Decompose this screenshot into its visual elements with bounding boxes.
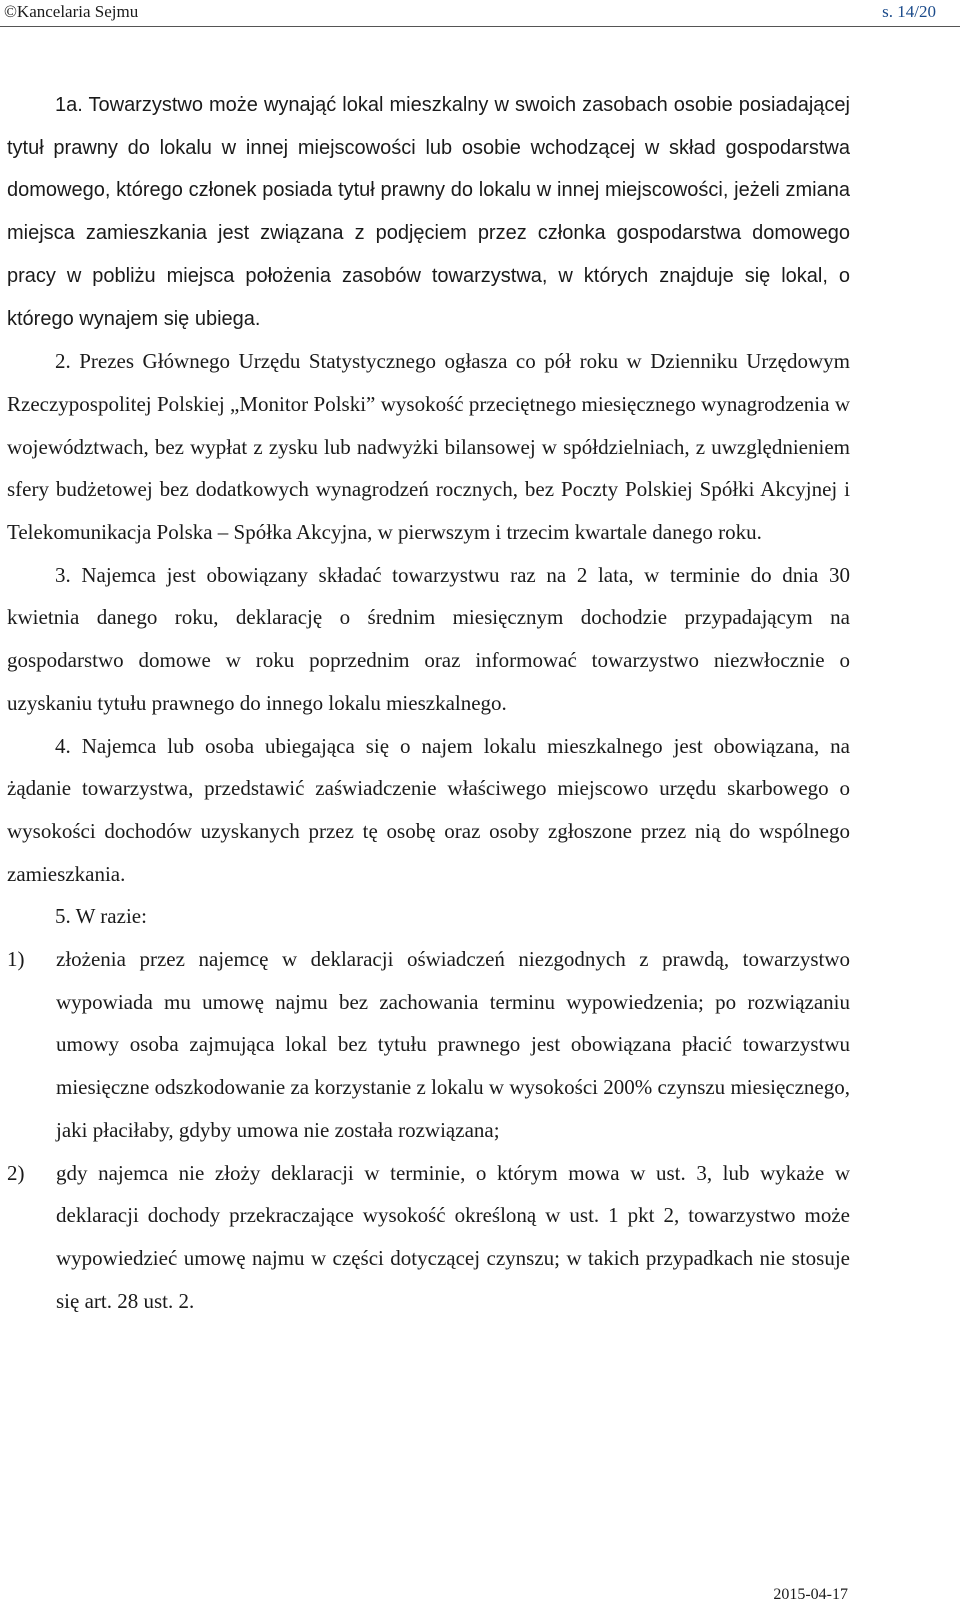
paragraph-2: 2. Prezes Głównego Urzędu Statystycznego ogłasza co pół roku w Dzienniku Urzędowym Rzeczypospolitej Polskiej „Monitor Polski” wysokość przeciętnego miesięcznego wynagrodzenia w województwach, bez wypłat z zysku lub nadwyżki bilansowej w spółdzielniach, z uwzględnieniem sfery budżetowej bez dodatkowych wynagrodzeń rocznych, bez Poczty Polskiej Spółki Akcyjnej i Telekomunikacja Polska – Spółka Akcyjna, w pierwszym i trzecim kwartale danego roku.: [7, 349, 850, 545]
paragraph-4: 4. Najemca lub osoba ubiegająca się o najem lokalu mieszkalnego jest obowiązana, na żądanie towarzystwa, przedstawić zaświadczenie właściwego miejscowo urzędu skarbowego o wysokości dochodów uzyskanych przez tę osobę oraz osoby zgłoszone przez nią do wspólnego zamieszkania.: [7, 733, 850, 886]
list-item-text: złożenia przez najemcę w deklaracji oświadczeń niezgodnych z prawdą, towarzystwo wypowiada mu umowę najmu bez zachowania terminu wypowiedzenia; po rozwiązaniu umowy osoba zajmująca lokal bez tytułu prawnego jest obowiązana płacić towarzystwu miesięczne odszkodowanie za korzystanie z lokalu w wysokości 200% czynszu miesięcznego, jaki płaciłaby, gdyby umowa nie została rozwiązana;: [56, 947, 850, 1142]
list-item-number: 1): [7, 947, 25, 972]
document-body: [7, 84, 850, 1322]
list-item-2: [7, 1152, 850, 1323]
document-date: 2015-04-17: [773, 1586, 848, 1603]
list-item-number: 2): [7, 1160, 25, 1185]
paragraph-3: 3. Najemca jest obowiązany składać towarzystwu raz na 2 lata, w terminie do dnia 30 kwietnia danego roku, deklarację o średnim miesięcznym dochodzie przypadającym na gospodarstwo domowe w roku poprzednim oraz informować towarzystwo niezwłocznie o uzyskaniu tytułu prawnego do innego lokalu mieszkalnego.: [7, 562, 850, 715]
publisher-label: ©Kancelaria Sejmu: [4, 2, 139, 21]
list-item-text: gdy najemca nie złoży deklaracji w terminie, o którym mowa w ust. 3, lub wykaże w deklaracji dochody przekraczające wysokość określoną w ust. 1 pkt 2, towarzystwo może wypowiedzieć umowę najmu w części dotyczącej czynszu; w takich przypadkach nie stosuje się art. 28 ust. 2.: [56, 1160, 850, 1313]
paragraph-1a: 1a. Towarzystwo może wynająć lokal mieszkalny w swoich zasobach osobie posiadającej tytuł prawny do lokalu w innej miejscowości lub osobie wchodzącej w skład gospodarstwa domowego, którego członek posiada tytuł prawny do lokalu w innej miejscowości, jeżeli zmiana miejsca zamieszkania jest związana z podjęciem przez członka gospodarstwa domowego pracy w pobliżu miejsca położenia zasobów towarzystwa, w których znajduje się lokal, o którego wynajem się ubiega.: [7, 94, 850, 330]
page-header: [0, 0, 960, 27]
page-number: s. 14/20: [882, 2, 936, 21]
list-item-1: [7, 938, 850, 1152]
paragraph-5: 5. W razie:: [55, 904, 147, 929]
